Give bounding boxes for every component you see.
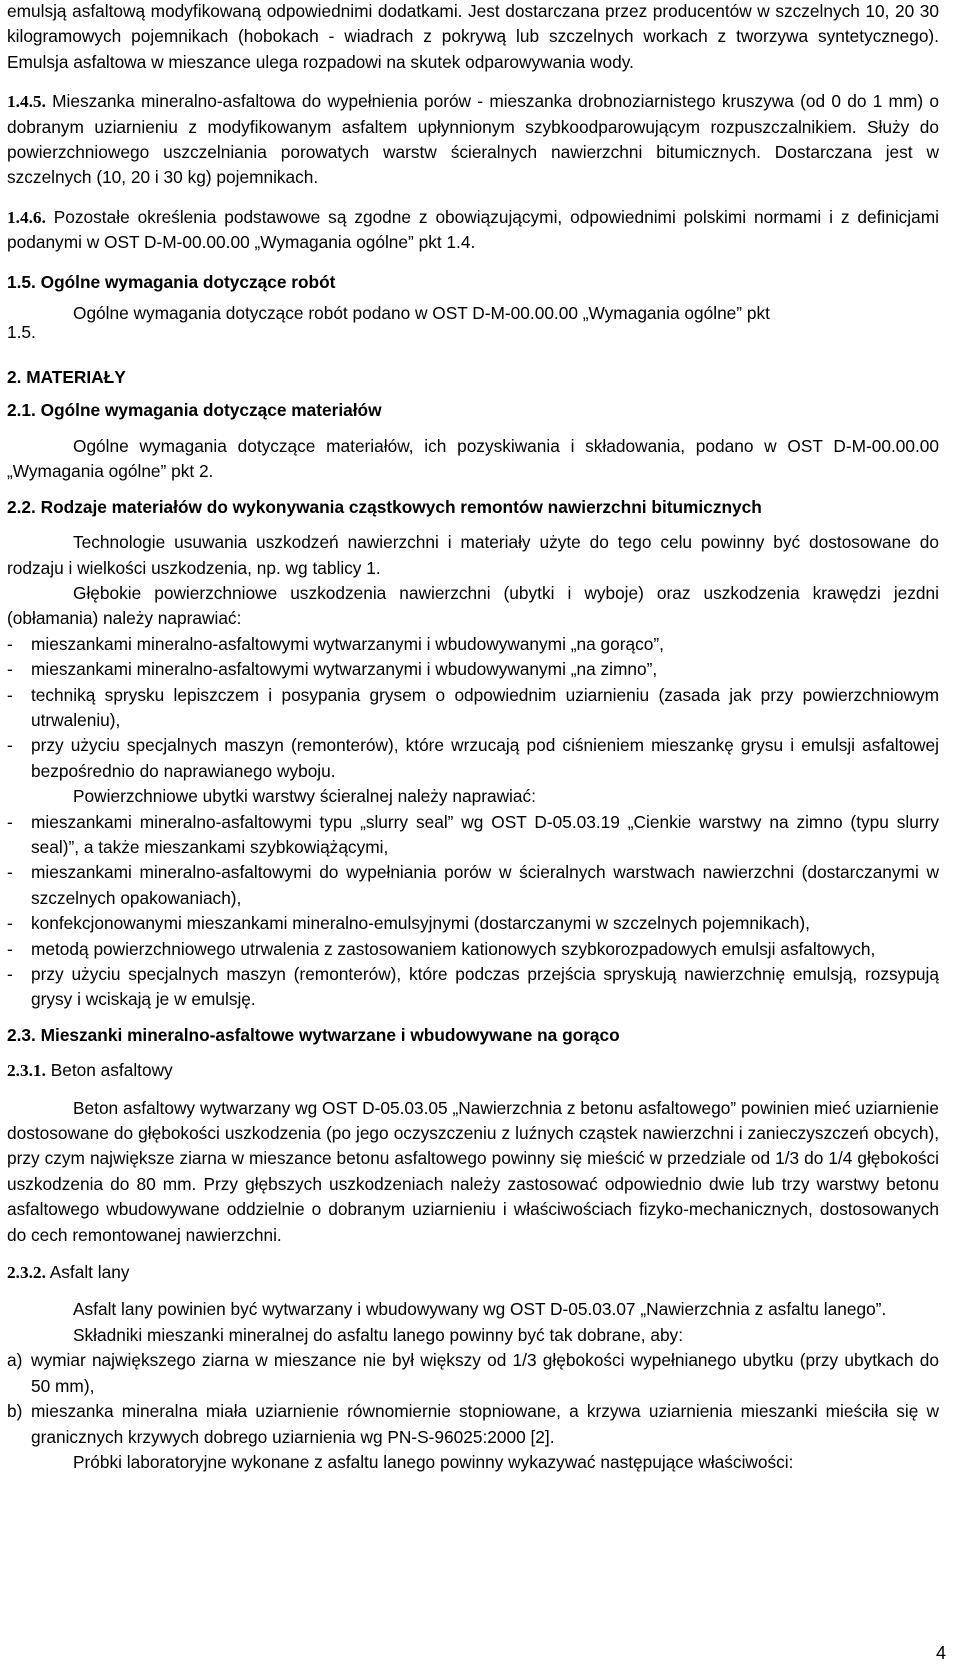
paragraph-2-2-c: Powierzchniowe ubytki warstwy ścieralnej należy naprawiać: — [73, 786, 536, 807]
list-item-text: mieszankami mineralno-asfaltowymi do wypełniania porów w ścieralnych warstwach nawierzchni (dostarczanymi w szczelnych opakowaniach), — [31, 862, 939, 908]
section-number-2-3-2: 2.3.2. — [7, 1263, 46, 1283]
list-item-text: przy użyciu specjalnych maszyn (remonterów), które wrzucają pod ciśnieniem mieszankę grysu i emulsji asfaltowej bezpośrednio do naprawianego wyboju. — [31, 735, 939, 781]
section-1-5-text: Ogólne wymagania dotyczące robót podano w OST D-M-00.00.00 „Wymagania ogólne” pkt — [73, 303, 770, 324]
section-1-5-body — [7, 295, 939, 351]
heading-2-3-2 — [7, 1260, 939, 1285]
list-item-text: techniką sprysku lepiszczem i posypania grysem o odpowiednim uziarnieniu (zasada jak przy powierzchniowym utrwaleniu), — [31, 684, 939, 730]
section-number-1-4-6: 1.4.6. — [7, 207, 46, 227]
list-item-text: mieszankami mineralno-asfaltowymi wytwarzanymi i wbudowywanymi „na gorąco”, — [31, 633, 664, 654]
list-item — [7, 937, 939, 962]
heading-2-3: 2.3. Mieszanki mineralno-asfaltowe wytwarzane i wbudowywane na gorąco — [7, 1024, 620, 1045]
dash-marker: - — [7, 633, 13, 654]
list-item-marker: a) — [7, 1350, 23, 1371]
list-item-text: metodą powierzchniowego utrwalenia z zastosowaniem kationowych szybkorozpadowych emulsji asfaltowych, — [31, 938, 876, 959]
list-item — [7, 1348, 939, 1399]
paragraph-2-3-2-b: Składniki mieszanki mineralnej do asfaltu lanego powinny być tak dobrane, aby: — [73, 1324, 683, 1345]
heading-2-3-1 — [7, 1058, 939, 1083]
page-number: 4 — [935, 1643, 946, 1663]
paragraph-2-3-1: Beton asfaltowy wytwarzany wg OST D-05.03.05 „Nawierzchnia z betonu asfaltowego” powinien mieć uziarnienie dostosowane do głębokości uszkodzenia (po jego oczyszczeniu z luźnych cząstek nawierzchni i zanieczyszczeń obcych), przy czym największe ziarna w mieszance betonu asfaltowego powinny się mieścić w przedziale od 1/3 do 1/4 głębokości uszkodzenia do 80 mm. Przy głębszych uszkodzeniach należy zastosować odpowiednio dwie lub trzy warstwy betonu asfaltowego wbudowywane oddzielnie o dobranym uziarnieniu i właściwościach fizyko-mechanicznych, dostosowanych do cech remontowanej nawierzchni. — [7, 1097, 939, 1245]
list-item-text: wymiar największego ziarna w mieszance nie był większy od 1/3 głębokości wypełnianego ubytku (przy ubytkach do 50 mm), — [31, 1350, 939, 1396]
paragraph-1-4-5-text: Mieszanka mineralno-asfaltowa do wypełnienia porów - mieszanka drobnoziarnistego kruszywa (od 0 do 1 mm) o dobranym uziarnieniu z modyfikowanym asfaltem upłynnionym szybkoodparowującym rozpuszczalnikiem. Służy do powierzchniowego uszczelniania porowatych warstw ścieralnych nawierzchni bitumicznych. Dostarczana jest w szczelnych (10, 20 i 30 kg) pojemnikach. — [7, 91, 939, 188]
list-item-text: przy użyciu specjalnych maszyn (remonterów), które podczas przejścia spryskują nawierzchnię emulsją, rozsypują grysy i wciskają je w emulsję. — [31, 964, 939, 1010]
list-item — [7, 810, 939, 861]
document-body — [7, 0, 939, 1475]
list-item — [7, 733, 939, 784]
list-item-text: mieszanka mineralna miała uziarnienie równomiernie stopniowane, a krzywa uziarnienia mieszanki mieściła się w granicznych krzywych dobrego uziarnienia wg PN-S-96025:2000 [2]. — [31, 1401, 939, 1447]
paragraph-1-4-6 — [7, 205, 939, 256]
paragraph-2-2-b: Głębokie powierzchniowe uszkodzenia nawierzchni (ubytki i wyboje) oraz uszkodzenia krawędzi jezdni (obłamania) należy naprawiać: — [7, 582, 939, 629]
dash-marker: - — [7, 913, 13, 934]
heading-2-1: 2.1. Ogólne wymagania dotyczące materiałów — [7, 400, 382, 421]
list-item — [7, 962, 939, 1013]
list-item — [7, 683, 939, 734]
list-item-text: mieszankami mineralno-asfaltowymi wytwarzanymi i wbudowywanymi „na zimno”, — [31, 659, 658, 680]
paragraph-1-4-5 — [7, 89, 939, 191]
list-deep-repairs — [7, 632, 939, 784]
list-item — [7, 860, 939, 911]
section-number-2-3-1: 2.3.1. — [7, 1061, 46, 1081]
list-item — [7, 911, 939, 936]
paragraph-2-1: Ogólne wymagania dotyczące materiałów, ich pozyskiwania i składowania, podano w OST D-M-00.00.00 „Wymagania ogólne” pkt 2. — [7, 435, 939, 482]
section-1-5-label: 1.5. — [7, 321, 36, 342]
heading-2-2: 2.2. Rodzaje materiałów do wykonywania cząstkowych remontów nawierzchni bitumicznych — [7, 496, 762, 517]
dash-marker: - — [7, 735, 13, 756]
dash-marker: - — [7, 862, 13, 883]
dash-marker: - — [7, 938, 13, 959]
list-item-text: konfekcjonowanymi mieszankami mineralno-emulsyjnymi (dostarczanymi w szczelnych pojemnikach), — [31, 913, 810, 934]
dash-marker: - — [7, 811, 13, 832]
paragraph-intro: emulsją asfaltową modyfikowaną odpowiednimi dodatkami. Jest dostarczana przez producentów w szczelnych 10, 20 30 kilogramowych pojemnikach (hobokach - wiadrach z pokrywą lub szczelnych workach z tworzywa syntetycznego). Emulsja asfaltowa w mieszance ulega rozpadowi na skutek odparowywania wody. — [7, 1, 939, 72]
paragraph-1-4-6-text: Pozostałe określenia podstawowe są zgodne z obowiązującymi, odpowiednimi polskimi normami i z definicjami podanymi w OST D-M-00.00.00 „Wymagania ogólne” pkt 1.4. — [7, 206, 939, 253]
heading-1-5: 1.5. Ogólne wymagania dotyczące robót — [7, 271, 336, 292]
paragraph-2-3-2-a: Asfalt lany powinien być wytwarzany i wbudowywany wg OST D-05.03.07 „Nawierzchnia z asfaltu lanego”. — [73, 1299, 887, 1320]
heading-2-3-1-text: Beton asfaltowy — [50, 1060, 173, 1081]
dash-marker: - — [7, 659, 13, 680]
list-item — [7, 1399, 939, 1450]
list-aggregate-requirements — [7, 1348, 939, 1450]
dash-marker: - — [7, 684, 13, 705]
list-surface-repairs — [7, 810, 939, 1013]
dash-marker: - — [7, 964, 13, 984]
list-item — [7, 657, 939, 682]
list-item-marker: b) — [7, 1401, 23, 1422]
list-item — [7, 632, 939, 657]
paragraph-2-3-2-c: Próbki laboratoryjne wykonane z asfaltu lanego powinny wykazywać następujące właściwości: — [73, 1451, 794, 1472]
paragraph-2-2-a: Technologie usuwania uszkodzeń nawierzchni i materiały użyte do tego celu powinny być dostosowane do rodzaju i wielkości uszkodzenia, np. wg tablicy 1. — [7, 532, 939, 578]
section-number-1-4-5: 1.4.5. — [7, 92, 46, 112]
list-item-text: mieszankami mineralno-asfaltowymi typu „slurry seal” wg OST D-05.03.19 „Cienkie warstwy na zimno (typu slurry seal)”, a także mieszankami szybkowiążącymi, — [31, 811, 939, 857]
heading-2: 2. MATERIAŁY — [7, 367, 126, 388]
heading-2-3-2-text: Asfalt lany — [49, 1262, 130, 1283]
